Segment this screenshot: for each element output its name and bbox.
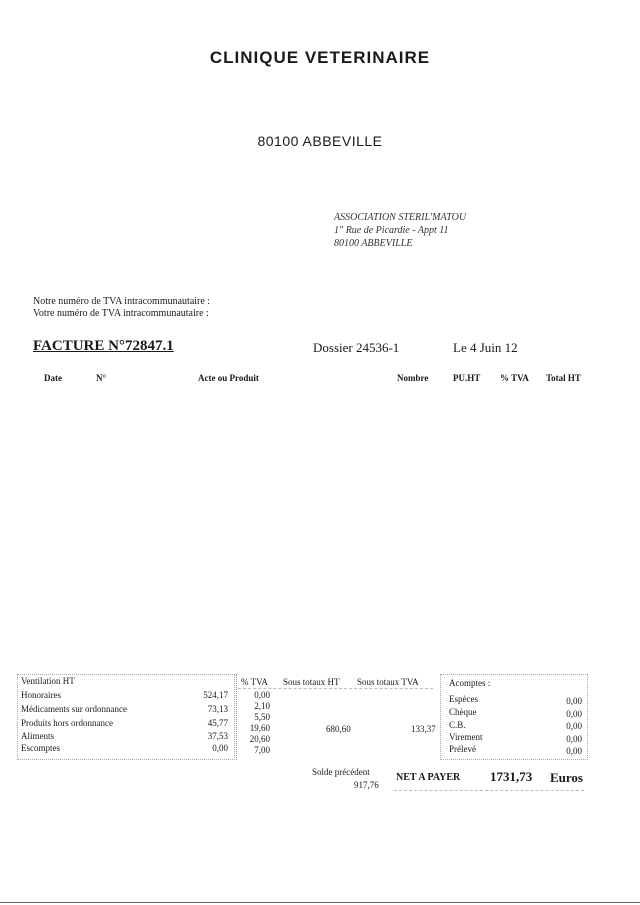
sous-total-tva: 133,37 [411,724,436,734]
acompte-label-preleve: Prélevé [449,744,476,754]
acompte-label-cb: C.B. [449,720,466,730]
ventilation-label-escomptes: Escomptes [21,743,60,753]
col-date: Date [44,373,62,383]
clinic-name: CLINIQUE VETERINAIRE [209,48,431,67]
acompte-value-virement: 0,00 [566,734,582,744]
your-tva-number: Votre numéro de TVA intracommunautaire : [33,308,209,319]
net-a-payer-label: NET A PAYER [396,772,461,783]
net-underline [394,790,584,791]
our-tva-number: Notre numéro de TVA intracommunautaire : [33,296,211,307]
recipient-name: ASSOCIATION STERIL'MATOU [334,212,467,223]
invoice-number: FACTURE N°72847.1 [33,338,174,354]
ventilation-value-aliments: 37,53 [207,731,228,741]
tva-divider [236,674,237,760]
tva-header-rule [238,688,433,689]
col-acte: Acte ou Produit [198,373,259,383]
invoice-date: Le 4 Juin 12 [453,340,518,355]
ventilation-title: Ventilation HT [21,676,75,686]
net-a-payer-currency: Euros [550,770,583,785]
ventilation-value-medicaments: 73,13 [207,704,228,714]
ventilation-value-escomptes: 0,00 [212,743,228,753]
tva-rate: 0,00 [254,690,270,700]
acompte-label-virement: Virement [449,732,483,742]
tva-rate: 20,60 [249,734,270,744]
sous-total-ht: 680,60 [326,724,351,734]
dossier-number: Dossier 24536-1 [313,340,400,355]
tva-rate: 5,50 [254,712,270,722]
acompte-label-especes: Espèces [449,694,478,704]
col-nombre: Nombre [397,373,429,383]
tva-header-sous-ht: Sous totaux HT [283,677,340,687]
acomptes-title: Acomptes : [449,678,491,688]
ventilation-label-honoraires: Honoraires [21,690,61,700]
page-bottom-edge [0,902,640,903]
acompte-value-preleve: 0,00 [566,746,582,756]
tva-header-rate: % TVA [241,677,268,687]
col-no: N° [96,373,107,383]
acompte-label-cheque: Chèque [449,707,477,717]
ventilation-label-aliments: Aliments [21,731,54,741]
ventilation-label-produits: Produits hors ordonnance [21,718,113,728]
col-pu: PU.HT [453,373,481,383]
recipient-street: 1" Rue de Picardie - Appt 11 [334,225,449,236]
ventilation-label-medicaments: Médicaments sur ordonnance [21,704,127,714]
col-tva: % TVA [500,373,529,383]
tva-rate: 19,60 [249,723,270,733]
clinic-city: 80100 ABBEVILLE [257,133,383,149]
ventilation-value-honoraires: 524,17 [203,690,228,700]
recipient-city: 80100 ABBEVILLE [334,238,413,249]
ventilation-value-produits: 45,77 [207,718,228,728]
solde-value: 917,76 [354,780,379,790]
acompte-value-especes: 0,00 [566,696,582,706]
col-total: Total HT [546,373,581,383]
acompte-value-cheque: 0,00 [566,709,582,719]
tva-rate: 2,10 [254,701,270,711]
acompte-value-cb: 0,00 [566,721,582,731]
tva-rate: 7,00 [254,745,270,755]
solde-label: Solde précédent [312,767,370,777]
net-a-payer-value: 1731,73 [490,769,533,784]
tva-header-sous-tva: Sous totaux TVA [357,677,419,687]
